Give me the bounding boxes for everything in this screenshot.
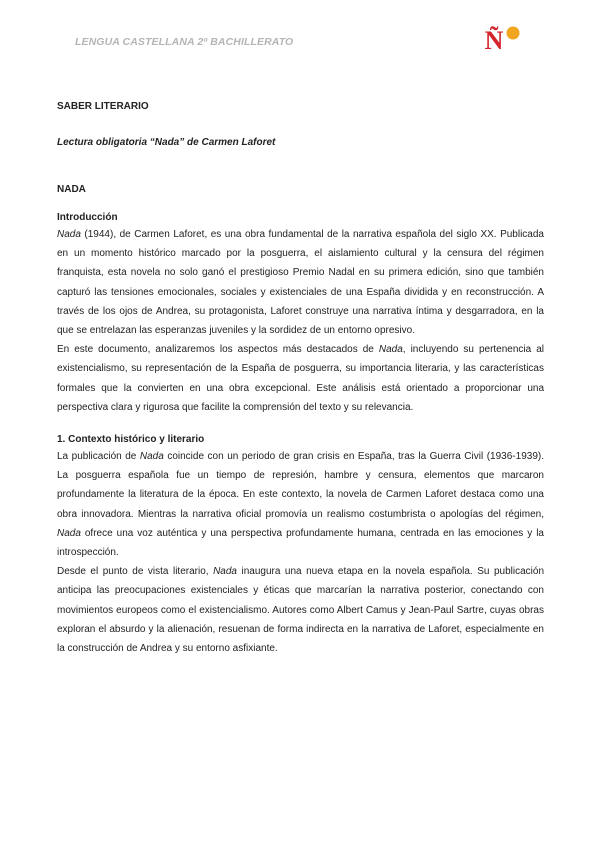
paragraph-text: En este documento, analizaremos los aspectos más destacados de (57, 344, 379, 356)
course-title: LENGUA CASTELLANA 2º BACHILLERATO (75, 36, 294, 48)
paragraph-text: La publicación de (57, 451, 140, 463)
document-subtitle: Lectura obligatoria “Nada” de Carmen Laforet (57, 137, 276, 148)
work-title-italic: Nada (57, 229, 81, 240)
paragraph-text: ofrece una voz auténtica y una perspectiva profundamente humana, centrada en las emociones y la introspección. (57, 527, 544, 559)
svg-text:Ñ: Ñ (484, 26, 504, 54)
document-body (57, 100, 544, 658)
section-1-heading: 1. Contexto histórico y literario (57, 434, 205, 446)
paragraph-text: coincide con un periodo de gran crisis en España, tras la Guerra Civil (1936-1939). La posguerra española fue un tiempo de represión, hambre y censura, elementos que marcaron profundamente la literatura de la época. En este contexto, la novela de Carmen Laforet destaca como una obra innovadora. Mientras la narrativa oficial promovía un realismo costumbrista o apologías del régimen, (57, 451, 544, 520)
paragraph-text: , incluyendo su pertenencia al existencialismo, su representación de la España de posguerra, su importancia literaria, y las características formales que la convierten en una obra excepcional. Este análisis está orientado a proporcionar una perspectiva clara y rigurosa que facilite la comprensión del texto y su relevancia. (57, 344, 544, 413)
context-paragraph-1 (57, 447, 544, 562)
intro-paragraph-2 (57, 340, 544, 417)
paragraph-text: (1944), de Carmen Laforet, es una obra fundamental de la narrativa española del siglo XX. Publicada en un momento histórico marcado por la posguerra, el aislamiento cultural y la censura del régimen franquista, esta novela no solo ganó el prestigioso Premio Nadal en su primera edición, sino que también capturó las tensiones emocionales, sociales y existenciales de una España dividida y en reconstrucción. A través de los ojos de Andrea, su protagonista, Laforet construye una narrativa íntima y desgarradora, en la que se entrelazan las esperanzas juveniles y la sordidez de un entorno opresivo. (57, 229, 544, 337)
work-title-italic: Nada (139, 451, 164, 463)
section-label: SABER LITERARIO (57, 101, 149, 112)
work-title-italic: Nada (213, 566, 237, 578)
work-title: NADA (57, 184, 86, 195)
paragraph-text: Desde el punto de vista literario, (57, 566, 214, 578)
paragraph-text: inaugura una nueva etapa en la novela española. Su publicación anticipa las preocupaciones existenciales y éticas que marcarían la narrativa posterior, conectando con movimientos europeos como el existencialismo. Autores como Albert Camus y Jean-Paul Sartre, cuyas obras exploran el absurdo y la alienación, resuenan de forma indirecta en la narrativa de Laforet, especialmente en la construcción de Andrea y su entorno asfixiante. (57, 566, 544, 655)
work-title-italic: Nada (57, 527, 81, 539)
context-paragraph-2 (57, 562, 544, 658)
intro-paragraph-1 (57, 225, 544, 340)
intro-heading: Introducción (57, 212, 118, 223)
spanish-n-logo-icon (480, 22, 522, 54)
work-title-italic: Nada (378, 344, 403, 356)
